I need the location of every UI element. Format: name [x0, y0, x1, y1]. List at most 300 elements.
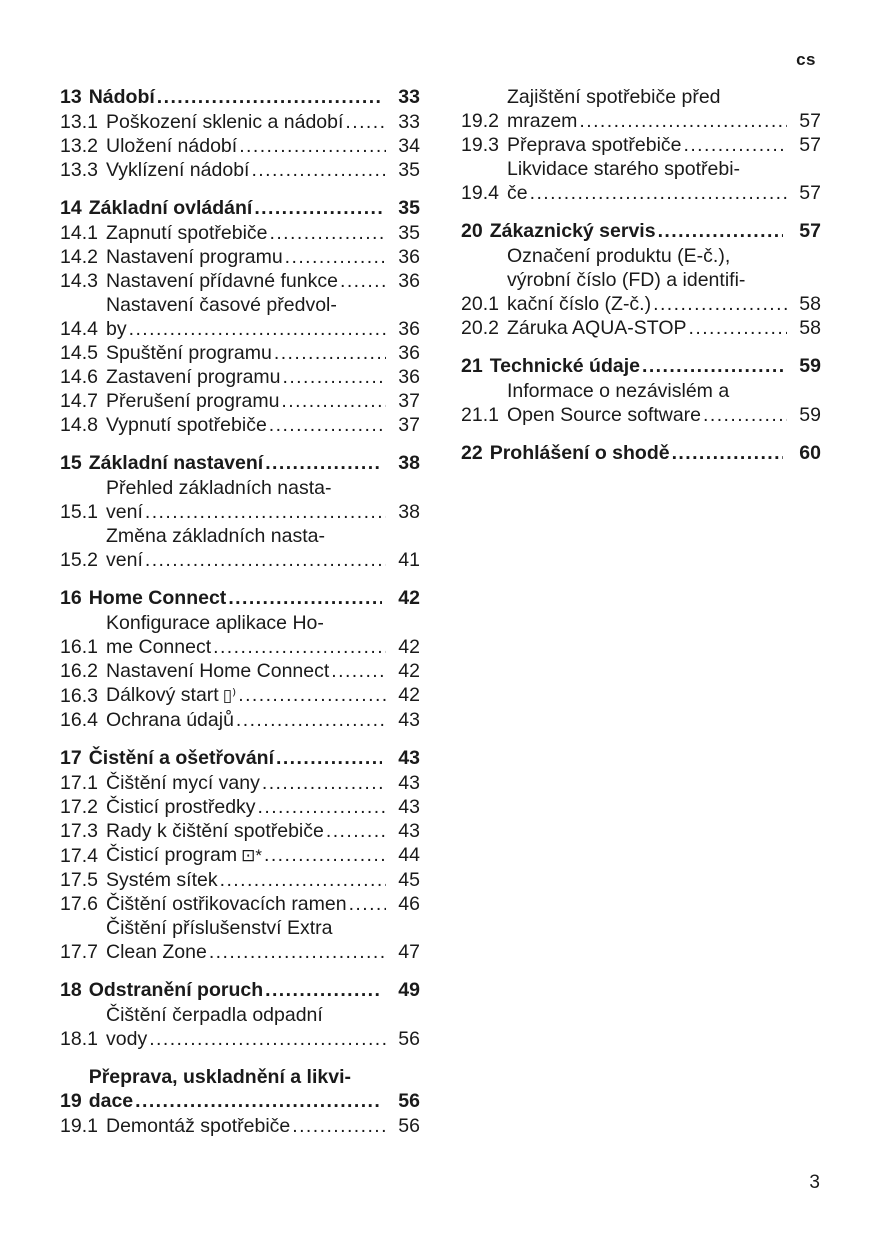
toc-page-number: 56 [398, 1028, 420, 1050]
toc-title-line-last [507, 292, 821, 316]
toc-page-number: 38 [398, 501, 420, 523]
toc-title-line-last [106, 892, 420, 916]
dot-leader [658, 219, 783, 243]
toc-title-text: Zapnutí spotřebiče [106, 222, 268, 244]
toc-title-line-last [106, 635, 420, 659]
toc-entry-number: 21.1 [461, 404, 499, 426]
toc-entry-number: 22 [461, 442, 483, 464]
toc-section [60, 746, 420, 964]
toc-section-heading[interactable] [60, 451, 420, 475]
toc-entry-number: 14 [60, 197, 82, 219]
dot-leader [238, 683, 386, 707]
toc-title-line-last [106, 795, 420, 819]
toc-entry[interactable] [461, 157, 821, 205]
toc-entry-number: 19.4 [461, 182, 499, 204]
toc-title-line-last [106, 1027, 420, 1051]
toc-entry-title [106, 476, 420, 524]
toc-entry-title [89, 196, 420, 220]
toc-entry[interactable] [60, 221, 420, 245]
toc-title-text: by [106, 318, 127, 340]
toc-entry-number: 16.2 [60, 660, 98, 682]
toc-entry-title [106, 158, 420, 182]
toc-title-text: Čištění mycí vany [106, 772, 260, 794]
toc-entry-title [106, 293, 420, 341]
toc-entry[interactable] [60, 892, 420, 916]
toc-section [60, 586, 420, 732]
toc-title-line: Likvidace starého spotřebi- [507, 158, 741, 180]
toc-entry[interactable] [60, 269, 420, 293]
toc-section-heading[interactable] [60, 1065, 420, 1113]
toc-entry-title [106, 843, 420, 868]
toc-section [461, 354, 821, 427]
dot-leader [149, 1027, 386, 1051]
toc-section-heading[interactable] [461, 441, 821, 465]
toc-entry-number: 16 [60, 587, 82, 609]
toc-title-line-last [106, 548, 420, 572]
toc-title-text: Prohlášení o shodě [489, 442, 670, 464]
dot-leader [265, 978, 382, 1002]
toc-entry-title [106, 611, 420, 659]
toc-page-number: 38 [398, 452, 420, 474]
toc-page-number: 45 [398, 869, 420, 891]
toc-entry-number: 17 [60, 747, 82, 769]
dot-leader [530, 181, 787, 205]
toc-entry-number: 20 [461, 220, 483, 242]
toc-title-line-last [89, 586, 420, 610]
toc-page-number: 41 [398, 549, 420, 571]
toc-page-number: 43 [398, 747, 420, 769]
toc-entry-number: 17.4 [60, 845, 98, 867]
toc-section-heading[interactable] [60, 978, 420, 1002]
toc-title-line-last [89, 1089, 420, 1113]
toc-entry-title [106, 1114, 420, 1138]
dot-leader [236, 708, 386, 732]
dot-leader [209, 940, 386, 964]
dot-leader [703, 403, 787, 427]
toc-entry-number: 18.1 [60, 1028, 98, 1050]
toc-entry[interactable] [60, 843, 420, 868]
toc-entry[interactable] [60, 158, 420, 182]
toc-entry[interactable] [60, 819, 420, 843]
toc-page-number: 58 [799, 317, 821, 339]
toc-entry-title [106, 389, 420, 413]
dot-leader [254, 196, 382, 220]
toc-entry[interactable] [461, 244, 821, 316]
toc-entry-number: 17.5 [60, 869, 98, 891]
toc-title-text: Záruka AQUA-STOP [507, 317, 687, 339]
toc-entry-title [106, 269, 420, 293]
toc-page-number: 43 [398, 796, 420, 818]
dot-leader [292, 1114, 386, 1138]
toc-section [60, 1065, 420, 1138]
toc-entry[interactable] [60, 476, 420, 524]
toc-entry-title [89, 1065, 420, 1113]
toc-entry[interactable] [461, 379, 821, 427]
toc-title-line-last [89, 978, 420, 1002]
toc-entry-number: 17.2 [60, 796, 98, 818]
toc-section [60, 451, 420, 572]
toc-title-line-last [89, 85, 420, 109]
toc-entry-title [490, 441, 821, 465]
toc-title-line: Konfigurace aplikace Ho- [106, 612, 324, 634]
toc-title-line: Nastavení časové předvol- [106, 294, 337, 316]
toc-page-number: 42 [398, 587, 420, 609]
dot-leader [145, 500, 386, 524]
toc-title-text: Poškození sklenic a nádobí [106, 111, 344, 133]
toc-entry-number: 19 [60, 1090, 82, 1112]
toc-entry-title [106, 413, 420, 437]
toc-entry-number: 16.1 [60, 636, 98, 658]
toc-entry-title [106, 795, 420, 819]
toc-entry-title [106, 683, 420, 708]
toc-title-line: Změna základních nasta- [106, 525, 325, 547]
toc-page-number: 33 [398, 111, 420, 133]
toc-title-line-last [507, 109, 821, 133]
toc-title-line-last [106, 110, 420, 134]
toc-entry-number: 13.1 [60, 111, 98, 133]
toc-entry[interactable] [60, 365, 420, 389]
toc-page-number: 43 [398, 709, 420, 731]
toc-title-text: vení [106, 549, 143, 571]
toc-entry[interactable] [60, 868, 420, 892]
toc-entry[interactable] [60, 659, 420, 683]
toc-title-line: Čištění čerpadla odpadní [106, 1004, 323, 1026]
toc-title-text: Ochrana údajů [106, 709, 234, 731]
toc-entry-title [106, 110, 420, 134]
dot-leader [689, 316, 787, 340]
dot-leader [653, 292, 787, 316]
toc-entry-title [507, 133, 821, 157]
toc-title-line-last [106, 158, 420, 182]
toc-title-text: dace [88, 1090, 134, 1112]
toc-entry-title [106, 659, 420, 683]
toc-title-text: Čisticí program [106, 844, 238, 866]
dot-leader [340, 269, 386, 293]
toc-title-line: Zajištění spotřebiče před [507, 86, 721, 108]
toc-section [60, 85, 420, 182]
toc-entry-number: 15.1 [60, 501, 98, 523]
toc-page-number: 36 [398, 318, 420, 340]
toc-entry-title [89, 451, 420, 475]
toc-page-number: 43 [398, 772, 420, 794]
toc-entry[interactable] [60, 110, 420, 134]
toc-entry[interactable] [60, 916, 420, 964]
toc-page-number: 46 [398, 893, 420, 915]
toc-page-number: 57 [799, 220, 821, 242]
toc-title-line: Informace o nezávislém a [507, 380, 730, 402]
toc-entry-number: 21 [461, 355, 483, 377]
toc-title-line-last [89, 196, 420, 220]
dot-leader [642, 354, 783, 378]
toc-title-text: Clean Zone [106, 941, 207, 963]
toc-entry-number: 20.1 [461, 293, 499, 315]
toc-entry-title [106, 708, 420, 732]
toc-title-line-last [106, 413, 420, 437]
toc-page-number: 59 [799, 404, 821, 426]
toc-entry-title [89, 85, 420, 109]
toc-page-number: 56 [398, 1090, 420, 1112]
toc-entry-number: 17.1 [60, 772, 98, 794]
dot-leader [276, 746, 382, 770]
toc-title-text: Dálkový start [106, 684, 219, 706]
toc-title-text: Zákaznický servis [489, 220, 656, 242]
dot-leader [269, 413, 386, 437]
toc-entry[interactable] [60, 683, 420, 708]
dot-leader [285, 245, 386, 269]
toc-page-number: 57 [799, 110, 821, 132]
dot-leader [274, 341, 386, 365]
toc-title-text: Čištění ostřikovacích ramen [106, 893, 347, 915]
toc-entry-number: 19.1 [60, 1115, 98, 1137]
toc-section-heading[interactable] [60, 586, 420, 610]
toc-page-number: 36 [398, 270, 420, 292]
toc-title-line: Označení produktu (E-č.), [507, 245, 731, 267]
toc-entry-title [507, 316, 821, 340]
toc-title-line-last [490, 354, 821, 378]
toc-entry-number: 15 [60, 452, 82, 474]
toc-page-number: 36 [398, 366, 420, 388]
toc-title-line-last [106, 389, 420, 413]
toc-entry-title [106, 771, 420, 795]
toc-title-text: kační číslo (Z-č.) [507, 293, 652, 315]
toc-section-heading[interactable] [60, 85, 420, 109]
toc-entry-number: 14.5 [60, 342, 98, 364]
toc-title-line-last [106, 659, 420, 683]
dot-leader [349, 892, 386, 916]
toc-entry-title [106, 245, 420, 269]
toc-page-number: 42 [398, 636, 420, 658]
toc-entry-number: 14.8 [60, 414, 98, 436]
toc-entry[interactable] [461, 133, 821, 157]
toc-entry-number: 16.4 [60, 709, 98, 731]
toc-page-number: 59 [799, 355, 821, 377]
toc-entry[interactable] [60, 293, 420, 341]
toc-title-text: Zastavení programu [106, 366, 281, 388]
toc-title-line-last [106, 245, 420, 269]
toc-title-line-last [106, 221, 420, 245]
dot-leader [251, 158, 386, 182]
toc-title-line-last [89, 746, 420, 770]
dot-leader [129, 317, 386, 341]
toc-entry-number: 15.2 [60, 549, 98, 571]
dot-leader [672, 441, 783, 465]
toc-page-number: 36 [398, 342, 420, 364]
toc-title-text: Spuštění programu [106, 342, 272, 364]
toc-title-text: Základní ovládání [88, 197, 253, 219]
toc-entry[interactable] [60, 708, 420, 732]
toc-entry-title [89, 746, 420, 770]
toc-entry-title [106, 365, 420, 389]
toc-page-number: 37 [398, 414, 420, 436]
toc-entry[interactable] [60, 134, 420, 158]
toc-title-text: Základní nastavení [88, 452, 264, 474]
toc-title-line-last [106, 868, 420, 892]
toc-page-number: 57 [799, 134, 821, 156]
toc-entry-number: 17.7 [60, 941, 98, 963]
toc-title-line-last [106, 843, 420, 868]
toc-title-text: Systém sítek [106, 869, 218, 891]
toc-section [60, 196, 420, 437]
toc-page-number: 35 [398, 197, 420, 219]
toc-title-line-last [106, 819, 420, 843]
toc-page-number: 34 [398, 135, 420, 157]
toc-page-number: 37 [398, 390, 420, 412]
toc-entry[interactable] [60, 524, 420, 572]
toc-entry[interactable] [60, 1114, 420, 1138]
dot-leader [145, 548, 386, 572]
dot-leader [283, 365, 386, 389]
toc-page-number: 57 [799, 182, 821, 204]
toc-entry[interactable] [60, 413, 420, 437]
toc-entry[interactable] [461, 85, 821, 133]
toc-page-number: 60 [799, 442, 821, 464]
toc-title-text: Přerušení programu [106, 390, 280, 412]
toc-title-line-last [106, 317, 420, 341]
toc-entry-number: 14.4 [60, 318, 98, 340]
toc-entry-number: 13.3 [60, 159, 98, 181]
toc-entry-number: 19.3 [461, 134, 499, 156]
toc-entry-title [507, 85, 821, 133]
toc-entry-number: 18 [60, 979, 82, 1001]
toc-title-line: Přeprava, uskladnění a likvi- [88, 1066, 351, 1088]
toc-page-number: 43 [398, 820, 420, 842]
toc-entry-title [89, 978, 420, 1002]
toc-title-line-last [106, 134, 420, 158]
toc-entry[interactable] [60, 771, 420, 795]
dot-leader [270, 221, 386, 245]
toc-title-text: Nastavení Home Connect [106, 660, 330, 682]
toc-page-number: 47 [398, 941, 420, 963]
toc-entry-number: 14.1 [60, 222, 98, 244]
toc-title-text: Čistění a ošetřování [88, 747, 275, 769]
dot-leader [258, 795, 386, 819]
toc-title-text: me Connect [106, 636, 212, 658]
toc-page-number: 56 [398, 1115, 420, 1137]
toc-entry-number: 14.6 [60, 366, 98, 388]
toc-entry[interactable] [60, 611, 420, 659]
toc-entry-number: 13.2 [60, 135, 98, 157]
toc-entry[interactable] [60, 795, 420, 819]
dot-leader [345, 110, 386, 134]
toc-entry-number: 17.3 [60, 820, 98, 842]
toc-title-text: Rady k čištění spotřebiče [106, 820, 324, 842]
toc-entry[interactable] [60, 1003, 420, 1051]
toc-section-heading[interactable] [461, 354, 821, 378]
toc-title-text: Odstranění poruch [88, 979, 264, 1001]
toc-title-text: Uložení nádobí [106, 135, 238, 157]
toc-entry[interactable] [60, 245, 420, 269]
toc-entry-title [106, 892, 420, 916]
dot-leader [326, 819, 386, 843]
toc-entry-title [106, 1003, 420, 1051]
dot-leader [228, 586, 382, 610]
toc-section [461, 441, 821, 465]
machine-care-icon: ⊡* [241, 846, 262, 865]
toc-section-heading[interactable] [60, 746, 420, 770]
toc-page-number: 36 [398, 246, 420, 268]
toc-title-text: Nastavení programu [106, 246, 283, 268]
toc-title-text: Demontáž spotřebiče [106, 1115, 291, 1137]
toc-title-line-last [106, 269, 420, 293]
toc-title-line-last [106, 1114, 420, 1138]
toc-title-line: Čištění příslušenství Extra [106, 917, 333, 939]
dot-leader [331, 659, 386, 683]
toc-title-text: Přeprava spotřebiče [507, 134, 682, 156]
toc-page-number: 58 [799, 293, 821, 315]
toc-entry[interactable] [60, 389, 420, 413]
toc-title-text: Čisticí prostředky [106, 796, 256, 818]
toc-title-text: Open Source software [507, 404, 702, 426]
dot-leader [157, 85, 382, 109]
toc-entry-title [507, 244, 821, 316]
toc-title-text: vody [106, 1028, 148, 1050]
dot-leader [265, 451, 382, 475]
toc-title-line-last [106, 771, 420, 795]
toc-title-line-last [106, 365, 420, 389]
toc-entry-title [106, 341, 420, 365]
toc-title-text: mrazem [507, 110, 578, 132]
language-code: cs [796, 50, 816, 69]
dot-leader [135, 1089, 382, 1113]
dot-leader [213, 635, 386, 659]
toc-section [60, 978, 420, 1051]
toc-title-line-last [89, 451, 420, 475]
toc-entry-title [507, 379, 821, 427]
toc-page-number: 49 [398, 979, 420, 1001]
toc-title-line-last [106, 683, 420, 708]
toc-title-text: Home Connect [88, 587, 227, 609]
toc-title-line-last [507, 316, 821, 340]
toc-entry-title [106, 221, 420, 245]
toc-entry-title [106, 134, 420, 158]
toc-title-line-last [490, 441, 821, 465]
dot-leader [579, 109, 787, 133]
toc-page-number: 35 [398, 159, 420, 181]
toc-entry-number: 20.2 [461, 317, 499, 339]
dot-leader [220, 868, 386, 892]
toc-entry-number: 16.3 [60, 685, 98, 707]
toc-title-line: výrobní číslo (FD) a identifi- [507, 269, 746, 291]
dot-leader [684, 133, 787, 157]
toc-title-text: Nastavení přídavné funkce [106, 270, 338, 292]
toc-title-text: Nádobí [88, 86, 155, 108]
toc-column-left [60, 85, 420, 1152]
toc-title-line-last [106, 341, 420, 365]
toc-entry[interactable] [60, 341, 420, 365]
toc-entry[interactable] [461, 316, 821, 340]
toc-section-heading[interactable] [461, 219, 821, 243]
toc-page-number: 42 [398, 660, 420, 682]
dot-leader [281, 389, 386, 413]
toc-page-number: 35 [398, 222, 420, 244]
toc-section-heading[interactable] [60, 196, 420, 220]
toc-entry-number: 13 [60, 86, 82, 108]
remote-start-icon: ▯⁾ [222, 686, 237, 705]
page-number: 3 [809, 1172, 820, 1193]
toc-entry-title [106, 916, 420, 964]
toc-title-line-last [106, 708, 420, 732]
toc-section [461, 219, 821, 340]
toc-entry-title [89, 586, 420, 610]
toc-entry-title [106, 868, 420, 892]
toc-entry-number: 19.2 [461, 110, 499, 132]
toc-title-line-last [106, 940, 420, 964]
toc-title-line-last [490, 219, 821, 243]
toc-page-number: 42 [398, 684, 420, 706]
dot-leader [239, 134, 386, 158]
toc-title-line-last [507, 181, 821, 205]
dot-leader [264, 843, 386, 867]
